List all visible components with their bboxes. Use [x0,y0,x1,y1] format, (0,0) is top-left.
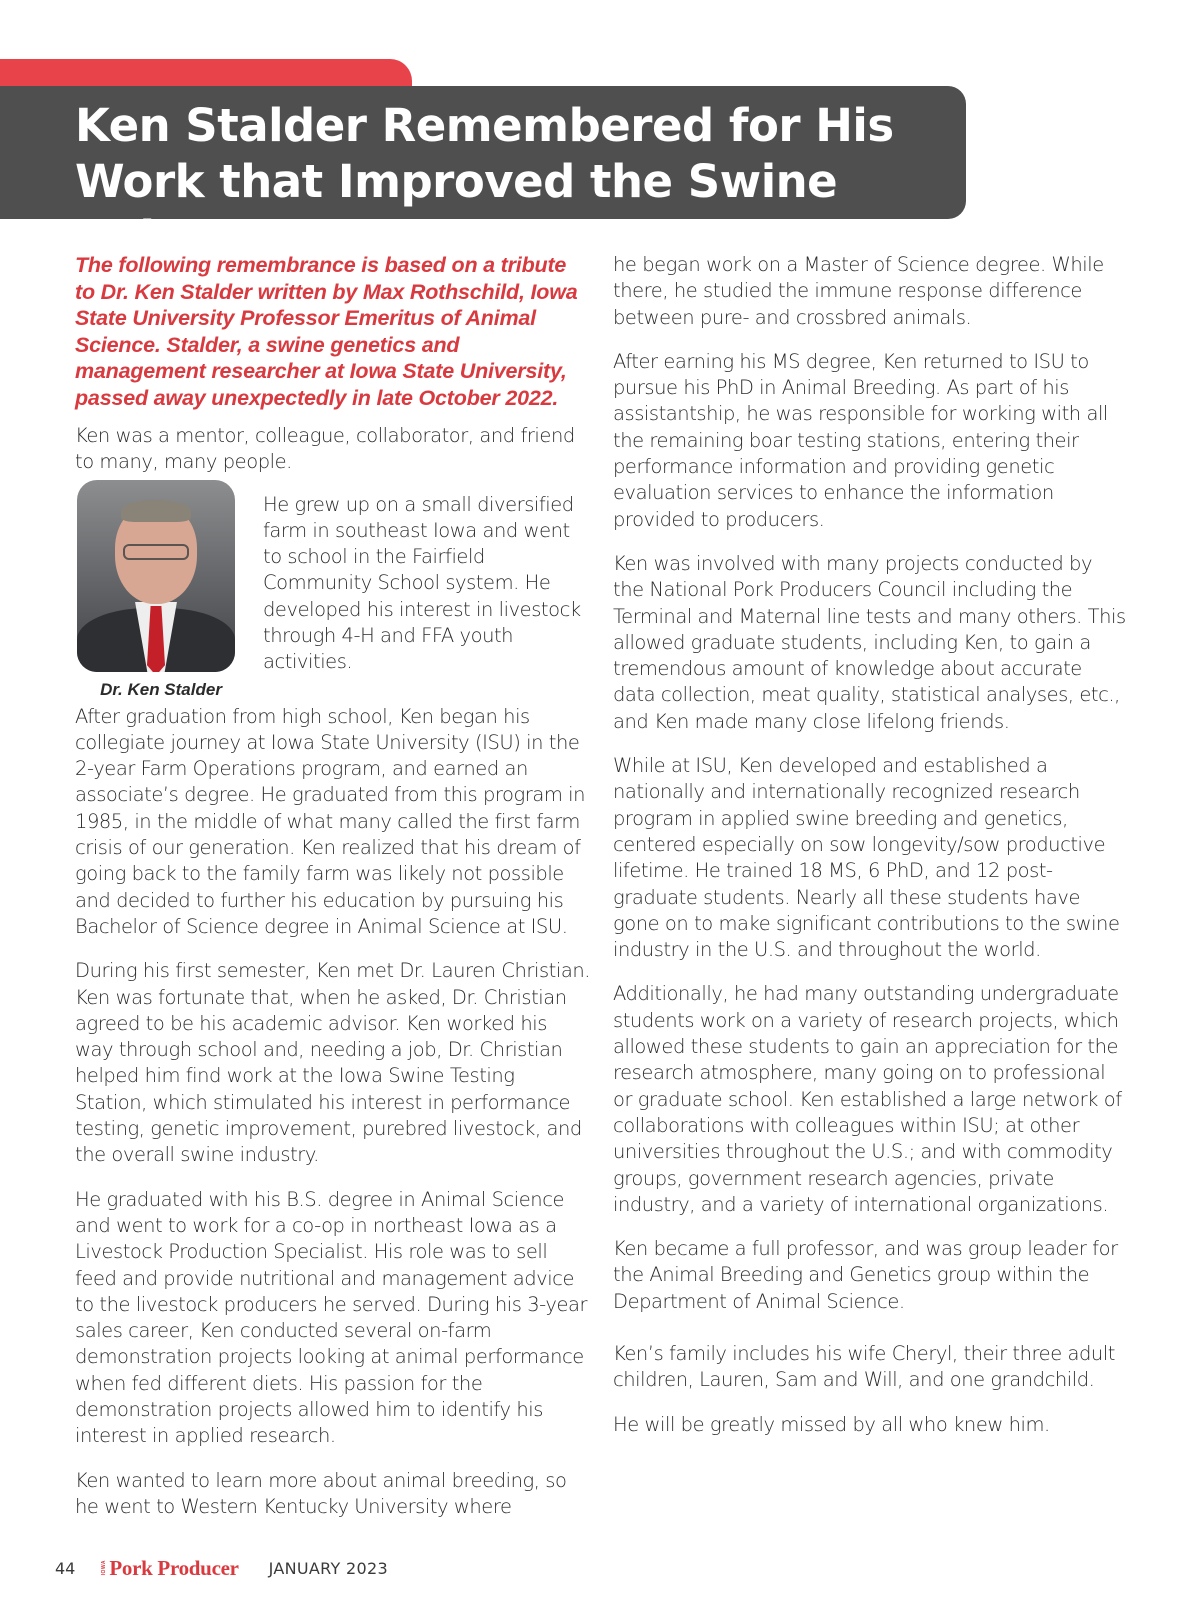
paragraph: Ken became a full professor, and was group leader for the Animal Breeding and Genetics group within the Department of Animal Science. [613,1237,1118,1313]
paragraph: He graduated with his B.S. degree in Animal Science and went to work for a co-op in northeast Iowa as a Livestock Production Specialist. His role was to sell feed and provide nutritional and management advice to the livestock producers he served. During his 3-year sales career, Ken conducted several on-farm demonstration projects looking at animal performance when fed different diets. His passion for the demonstration projects allowed him to identify his interest in applied research. [75,1187,588,1448]
logo-small-text: IOWA [101,1560,108,1576]
paragraph: He will be greatly missed by all who knew him. [613,1412,1050,1436]
paragraph: After graduation from high school, Ken began his collegiate journey at Iowa State University (ISU) in the 2-year Farm Operations program, and earned an associate’s degree. He graduated from this program in 1985, in the middle of what many called the first farm crisis of our generation. Ken realized that his dream of going back to the family farm was likely not possible and decided to further his education by pursuing his Bachelor of Science degree in Animal Science at ISU. [75,704,586,938]
paragraph: Ken was involved with many projects conducted by the National Pork Producers Council including the Terminal and Maternal line tests and many others. This allowed graduate students, including Ken, to gain a tremendous amount of knowledge about accurate data collection, meat quality, statistical analyses, etc., and Ken made many close lifelong friends. [613,551,1126,733]
paragraph: Additionally, he had many outstanding undergraduate students work on a variety of research projects, which allowed these students to gain an appreciation for the research atmosphere, many going on to professional or graduate school. Ken established a large network of collaborations with colleagues within ISU; at other universities throughout the U.S.; and with commodity groups, government research agencies, private industry, and a variety of international organizations. [613,982,1122,1216]
publication-logo [101,1556,238,1581]
logo-name: Pork Producer [109,1555,239,1580]
paragraph: During his first semester, Ken met Dr. Lauren Christian. Ken was fortunate that, when he asked, Dr. Christian agreed to be his academic advisor. Ken worked his way through school and, needing a job, Dr. Christian helped him find work at the Iowa Swine Testing Station, which stimulated his interest in performance testing, genetic improvement, purebred livestock, and the overall swine industry. [75,959,590,1167]
paragraph: Ken wanted to learn more about animal breeding, so he went to Western Kentucky University where [75,1468,567,1518]
left-column [75,252,590,1538]
title-bar [0,86,966,264]
paragraph: Ken was a mentor, colleague, collaborator, and friend to many, many people. [75,424,575,474]
paragraph: he began work on a Master of Science degree. While there, he studied the immune response difference between pure- and crossbred animals. [613,253,1104,329]
paragraph: After earning his MS degree, Ken returned to ISU to pursue his PhD in Animal Breeding. As part of his assistantship, he was responsible for working with all the remaining boar testing stations, entering their performance information and providing genetic evaluation services to enhance the information provided to producers. [613,349,1108,531]
photo-caption: Dr. Ken Stalder [100,679,222,699]
paragraph: He grew up on a small diversified farm in southeast Iowa and went to school in the Fairfield Community School system. He developed his interest in livestock through 4-H and FFA youth activities. [263,492,581,674]
right-column [613,252,1128,1456]
paragraph: Ken’s family includes his wife Cheryl, their three adult children, Lauren, Sam and Will, and one grandchild. [613,1341,1115,1392]
paragraph: While at ISU, Ken developed and established a nationally and internationally recognized research program in applied swine breeding and genetics, centered especially on sow longevity/sow productive lifetime. He trained 18 MS, 6 PhD, and 12 post-graduate students. Nearly all these students have gone on to make significant contributions to the swine industry in the U.S. and throughout the world. [613,754,1120,962]
issue-date: JANUARY 2023 [268,1558,388,1578]
page-footer [55,1553,388,1583]
page-number: 44 [55,1558,76,1578]
article-title: Ken Stalder Remembered for His Work that Improved the Swine Industry [75,99,894,264]
article-intro: The following remembrance is based on a tribute to Dr. Ken Stalder written by Max Rothschild, Iowa State University Professor Emeritus of Animal Science. Stalder, a swine genetics and management researcher at Iowa State University, passed away unexpectedly in late October 2022. [75,253,578,410]
photo-block [75,480,247,700]
portrait-photo [77,480,235,672]
